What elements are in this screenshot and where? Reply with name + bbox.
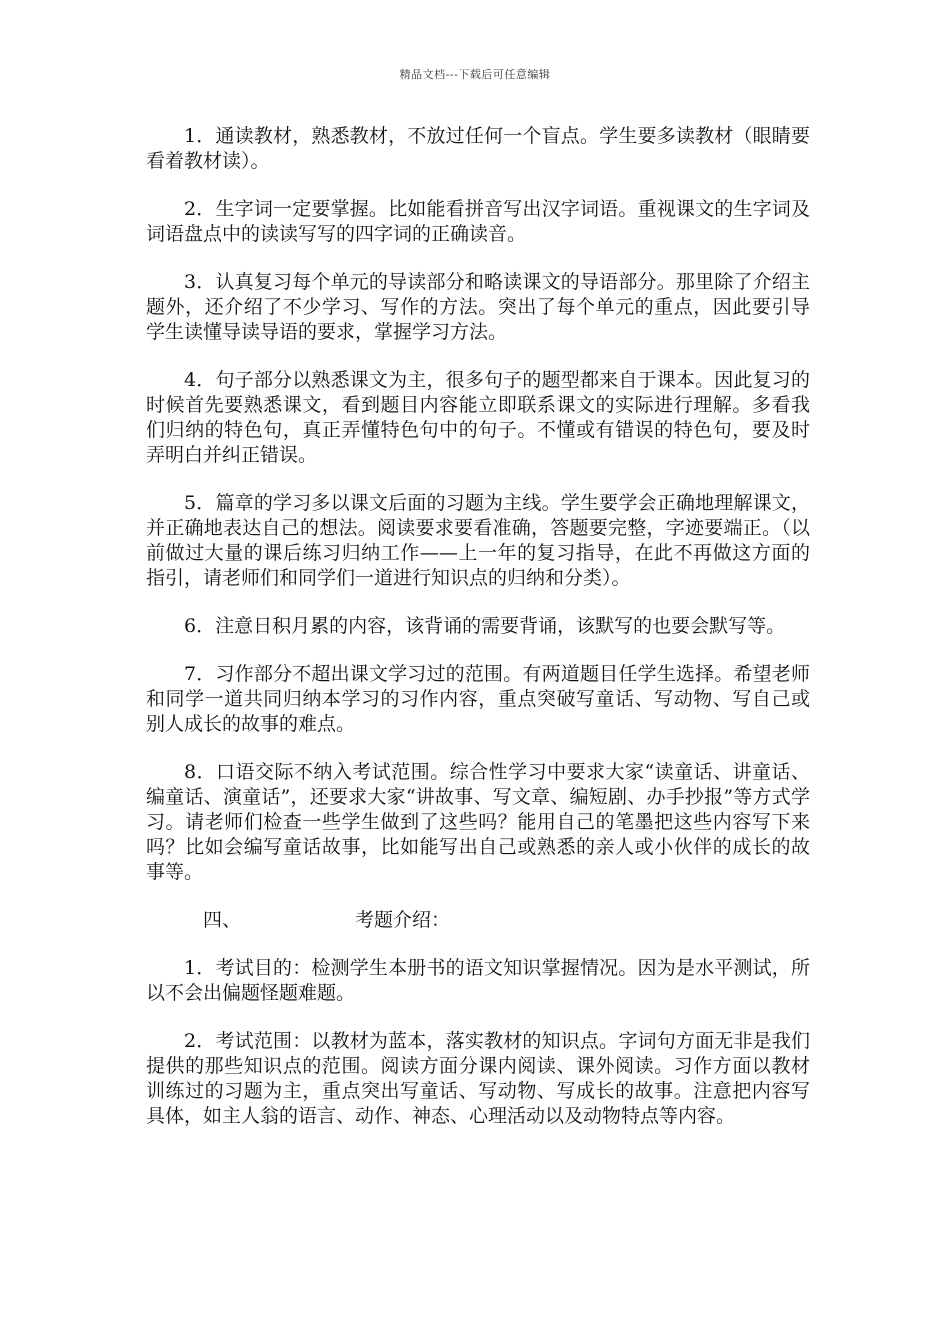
page-header: 精品文档---下载后可任意编辑 <box>399 68 551 81</box>
paragraph-5: 5．篇章的学习多以课文后面的习题为主线。学生要学会正确地理解课文，并正确地表达自己的想法。阅读要求要看准确，答题要完整，字迹要端正。（以前做过大量的课后练习归纳工作——上一年的复习指导，在此不再做这方面的指引，请老师们和同学们一道进行知识点的归纳和分类）。 <box>146 492 810 589</box>
paragraph-4: 4．句子部分以熟悉课文为主，很多句子的题型都来自于课本。因此复习的时候首先要熟悉课文，看到题目内容能立即联系课文的实际进行理解。多看我们归纳的特色句，真正弄懂特色句中的句子。不懂或有错误的特色句，要及时弄明白并纠正错误。 <box>146 369 810 466</box>
section-heading <box>146 908 810 933</box>
paragraph-1: 1．通读教材，熟悉教材，不放过任何一个盲点。学生要多读教材（眼睛要看着教材读）。 <box>146 125 810 172</box>
section-title: 考题介绍： <box>355 909 451 931</box>
document-body <box>146 124 810 1152</box>
paragraph-8: 8．口语交际不纳入考试范围。综合性学习中要求大家“读童话、讲童话、编童话、演童话”，还要求大家“讲故事、写文章、编短剧、办手抄报”等方式学习。请老师们检查一些学生做到了这些吗？能用自己的笔墨把这些内容写下来吗？比如会编写童话故事，比如能写出自己或熟悉的亲人或小伙伴的成长的故事等。 <box>146 761 810 883</box>
paragraph-6: 6．注意日积月累的内容，该背诵的需要背诵，该默写的也要会默写等。 <box>184 615 786 637</box>
section-paragraph-2: 2．考试范围：以教材为蓝本，落实教材的知识点。字词句方面无非是我们提供的那些知识点的范围。阅读方面分课内阅读、课外阅读。习作方面以教材训练过的习题为主，重点突出写童话、写动物、写成长的故事。注意把内容写具体，如主人翁的语言、动作、神态、心理活动以及动物特点等内容。 <box>146 1030 810 1127</box>
paragraph-7: 7．习作部分不超出课文学习过的范围。有两道题目任学生选择。希望老师和同学一道共同归纳本学习的习作内容，重点突破写童话、写动物、写自己或别人成长的故事的难点。 <box>146 663 810 735</box>
paragraph-3: 3．认真复习每个单元的导读部分和略读课文的导语部分。那里除了介绍主题外，还介绍了不少学习、写作的方法。突出了每个单元的重点，因此要引导学生读懂导读导语的要求，掌握学习方法。 <box>146 271 810 343</box>
paragraph-2: 2．生字词一定要掌握。比如能看拼音写出汉字词语。重视课文的生字词及词语盘点中的读读写写的四字词的正确读音。 <box>146 198 810 245</box>
section-paragraph-1: 1．考试目的：检测学生本册书的语文知识掌握情况。因为是水平测试，所以不会出偏题怪题难题。 <box>146 957 810 1004</box>
section-number: 四、 <box>203 909 242 931</box>
